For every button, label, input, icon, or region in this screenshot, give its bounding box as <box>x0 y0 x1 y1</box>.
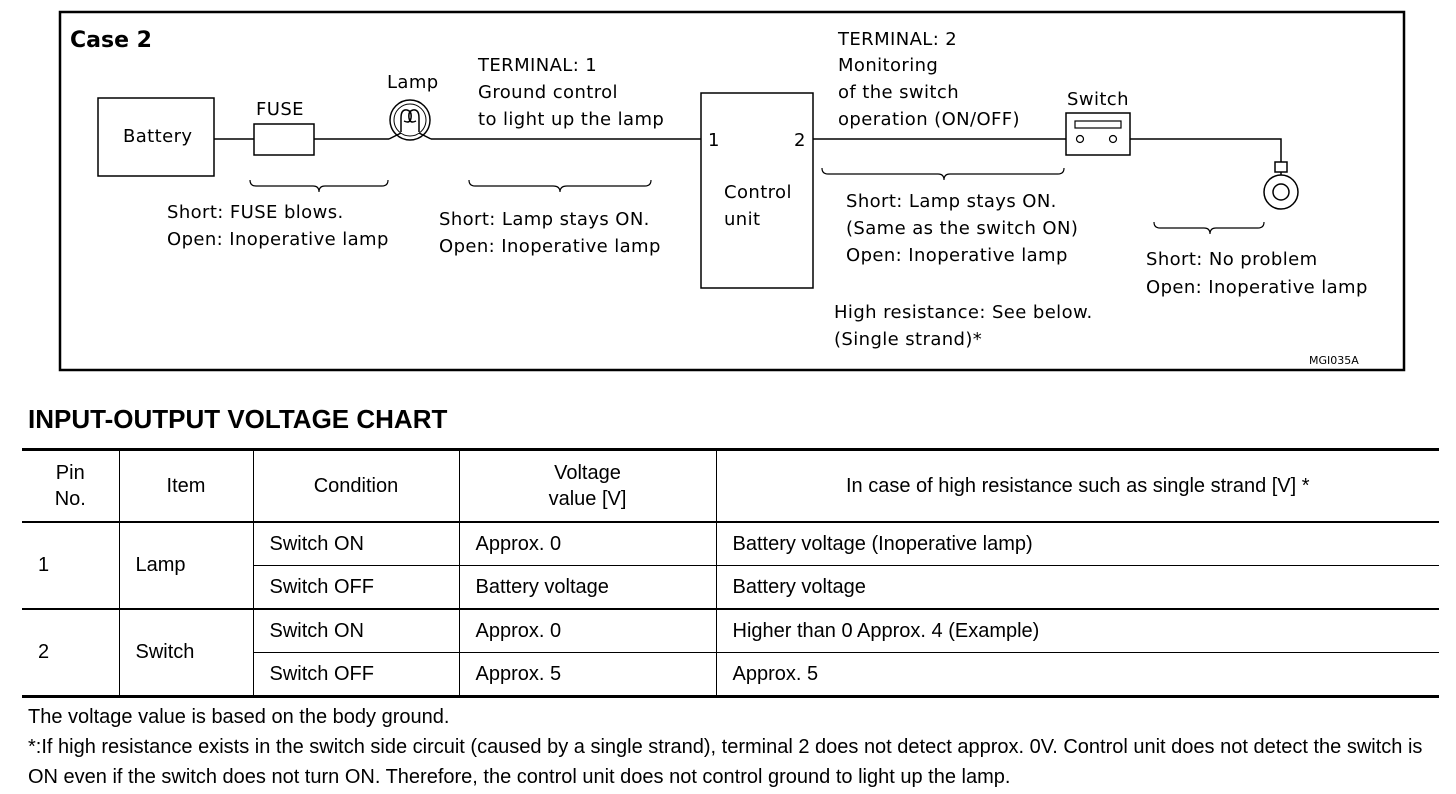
fuse-note-line2: Open: Inoperative lamp <box>167 229 389 250</box>
ground-brace <box>1154 222 1264 234</box>
header-high-resistance: In case of high resistance such as single strand [V] * <box>716 450 1439 523</box>
wire-switch-ground <box>1130 139 1281 162</box>
header-pin: Pin No. <box>22 450 119 523</box>
condition-cell: Switch ON <box>253 609 459 653</box>
table-row <box>22 522 1439 566</box>
pin1-label: 1 <box>708 130 720 151</box>
voltage-chart-table <box>22 448 1439 698</box>
ground-icon <box>1264 162 1298 209</box>
pin2-label: 2 <box>794 130 806 151</box>
note-body-ground: The voltage value is based on the body ground. <box>28 706 450 728</box>
figure-code: MGI035A <box>1309 354 1359 367</box>
terminal2-line2: Monitoring <box>838 55 939 76</box>
switch-note-line3: Open: Inoperative lamp <box>846 245 1068 266</box>
high-res-cell: Battery voltage <box>716 566 1439 610</box>
resistance-note-line1: High resistance: See below. <box>834 302 1093 323</box>
footnotes <box>28 702 1448 792</box>
pin-cell: 2 <box>22 609 119 697</box>
voltage-cell: Battery voltage <box>459 566 716 610</box>
terminal1-line1: TERMINAL: 1 <box>478 55 598 76</box>
ground-note-line2: Open: Inoperative lamp <box>1146 277 1368 298</box>
control-unit-line1: Control <box>724 182 792 203</box>
item-cell: Switch <box>119 609 253 697</box>
terminal1-line2: Ground control <box>478 82 618 103</box>
condition-cell: Switch OFF <box>253 653 459 697</box>
lamp-brace <box>469 180 651 192</box>
note-high-resistance: *:If high resistance exists in the switch side circuit (caused by a single strand), terminal 2 does not detect approx. 0V. Control unit does not detect the switch is ON even if the switch does not turn ON. Therefore, the control unit does not control ground to light up the lamp. <box>28 736 1423 788</box>
condition-cell: Switch OFF <box>253 566 459 610</box>
chart-heading: INPUT-OUTPUT VOLTAGE CHART <box>28 404 448 434</box>
table-row <box>22 609 1439 653</box>
switch-note-line1: Short: Lamp stays ON. <box>846 191 1057 212</box>
battery-label: Battery <box>123 126 193 147</box>
fuse-label: FUSE <box>256 99 304 120</box>
lamp-label: Lamp <box>387 72 439 93</box>
resistance-note-line2: (Single strand)* <box>834 329 983 350</box>
header-item: Item <box>119 450 253 523</box>
switch-brace <box>822 168 1064 180</box>
case-label: Case 2 <box>70 28 152 53</box>
switch-label: Switch <box>1067 89 1129 110</box>
high-res-cell: Approx. 5 <box>716 653 1439 697</box>
switch-icon <box>1066 113 1130 155</box>
ground-note-line1: Short: No problem <box>1146 249 1318 270</box>
terminal2-line3: of the switch <box>838 82 959 103</box>
voltage-cell: Approx. 0 <box>459 522 716 566</box>
voltage-cell: Approx. 0 <box>459 609 716 653</box>
fuse-symbol <box>254 124 314 155</box>
header-condition: Condition <box>253 450 459 523</box>
terminal1-line3: to light up the lamp <box>478 109 665 130</box>
pin-cell: 1 <box>22 522 119 609</box>
voltage-cell: Approx. 5 <box>459 653 716 697</box>
control-unit-line2: unit <box>724 209 761 230</box>
condition-cell: Switch ON <box>253 522 459 566</box>
fuse-brace <box>250 180 388 192</box>
high-res-cell: Battery voltage (Inoperative lamp) <box>716 522 1439 566</box>
lamp-icon <box>389 100 431 140</box>
high-res-cell: Higher than 0 Approx. 4 (Example) <box>716 609 1439 653</box>
lamp-note-line2: Open: Inoperative lamp <box>439 236 661 257</box>
header-voltage: Voltage value [V] <box>459 450 716 523</box>
terminal2-line1: TERMINAL: 2 <box>838 29 958 50</box>
terminal2-line4: operation (ON/OFF) <box>838 109 1020 130</box>
lamp-note-line1: Short: Lamp stays ON. <box>439 209 650 230</box>
item-cell: Lamp <box>119 522 253 609</box>
switch-note-line2: (Same as the switch ON) <box>846 218 1079 239</box>
fuse-note-line1: Short: FUSE blows. <box>167 202 344 223</box>
table-header-row <box>22 450 1439 523</box>
